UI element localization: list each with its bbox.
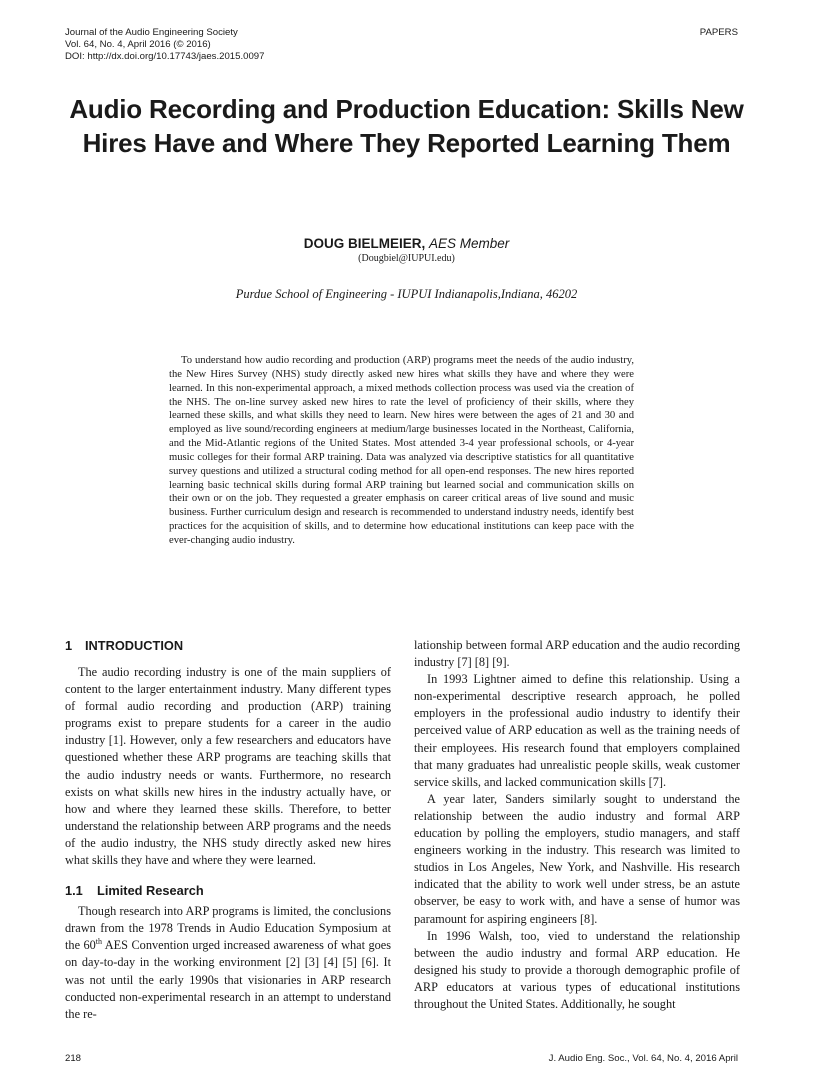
author-line	[0, 236, 813, 251]
doi-link[interactable]: DOI: http://dx.doi.org/10.17743/jaes.2015.0097	[65, 51, 265, 62]
subsection-number: 1.1	[65, 883, 83, 899]
left-column	[65, 637, 391, 1023]
author-affiliation: Purdue School of Engineering - IUPUI Indianapolis,Indiana, 46202	[235, 287, 578, 301]
section-title: INTRODUCTION	[85, 638, 184, 653]
author-name: DOUG BIELMEIER,	[303, 236, 426, 251]
journal-citation-footer: J. Audio Eng. Soc., Vol. 64, No. 4, 2016 April	[548, 1053, 738, 1064]
intro-paragraph-1: The audio recording industry is one of the main suppliers of content to the larger entertainment industry. Many different types of formal audio recording and production (ARP) training programs exist to prepare students for a career in the audio industry [1]. However, only a few researchers and educators have questioned whether these ARP programs are teaching skills that the audio industry needs or wants. Furthermore, no research exists on what skills new hires in the industry actually have, or how and where they learned these skills. Therefore, to better understand the relationship between ARP programs and the needs of the audio industry, the NHS study directly asked new hires what skills they have and where they were learned.	[65, 665, 391, 868]
paper-title: Audio Recording and Production Education: Skills New Hires Have and Where They Reported Learning Them	[69, 94, 744, 158]
section-label: PAPERS	[699, 27, 738, 38]
section-number: 1	[65, 638, 73, 653]
page-number: 218	[65, 1053, 82, 1064]
ordinal-superscript: th	[95, 937, 103, 947]
abstract: To understand how audio recording and production (ARP) programs meet the needs of the audio industry, the New Hires Survey (NHS) study directly asked new hires what skills they have and where they were learned. In this non-experimental approach, a mixed methods collection process was used via the creation of the NHS. The on-line survey asked new hires to rate the level of proficiency of their skills, where they learned these skills, and what skills they need to learn. New hires were between the ages of 21 and 30 and employed as live sound/recording engineers at medium/large businesses located in the Northeast, California, and the Mid-Atlantic regions of the United States. Most attended 3-4 year professional schools, or 4-year music colleges for their formal ARP training. Data was analyzed via descriptive statistics for all quantitative survey questions and utilized a structural coding method for all open-end responses. The new hires reported learning basic technical skills during formal ARP training but learned social and communication skills on their own or on the job. They requested a greater emphasis on career critical areas of live sound and music business. Further curriculum design and research is recommended to understand industry needs, identify best practices for the acquisition of skills, and to determine how educational institutions can keep pace with the ever-changing audio industry.	[169, 355, 634, 546]
running-head	[65, 27, 264, 63]
limited-research-paragraph-1-continued: lationship between formal ARP education and the audio recording industry [7] [8] [9].	[414, 638, 740, 670]
limited-research-paragraph-2: In 1993 Lightner aimed to define this relationship. Using a non-experimental descriptive research approach, he polled employers in the professional audio industry to identify their perceived value of ARP education as well as the training needs of their employees. His research found that employers complained that many graduates had unrealistic people skills, weak customer service skills, and lacked communication skills [7].	[414, 672, 740, 789]
subsection-title: Limited Research	[97, 883, 204, 899]
journal-name: Journal of the Audio Engineering Society	[65, 27, 238, 38]
issue-info: Vol. 64, No. 4, April 2016 (© 2016)	[65, 39, 211, 50]
limited-research-paragraph-4: In 1996 Walsh, too, vied to understand the relationship between the audio industry and formal ARP education. He designed his study to provide a thorough demographic profile of ARP educators at various types of educational institutions throughout the United States. Additionally, he sought	[414, 928, 740, 1011]
paragraph-text: Though research into ARP programs is limited, the conclusions drawn from the 1978 Trends in Audio Education Symposium at the 60	[65, 904, 391, 953]
author-email[interactable]: (Dougbiel@IUPUI.edu)	[358, 253, 455, 264]
author-membership: AES Member	[429, 236, 510, 251]
right-column	[414, 637, 740, 1013]
subsection-heading-limited-research	[65, 882, 391, 899]
section-heading-introduction	[65, 637, 391, 654]
paragraph-text: AES Convention urged increased awareness of what goes on day-to-day in the working environment [2] [3] [4] [5] [6]. It was not until the early 1990s that visionaries in ARP research conducted non-experimental research in an attempt to understand the re-	[65, 938, 391, 1021]
limited-research-paragraph-3: A year later, Sanders similarly sought to understand the relationship between the audio industry and formal ARP education by polling the employers, studio managers, and staff engineers working in the industry. This research was limited to studios in Los Angeles, New York, and Nashville. His research indicated that the ability to work well under stress, be an astute observer, be easy to work with, and have a sense of humor was paramount for aspiring engineers [8].	[414, 791, 740, 926]
limited-research-paragraph-1	[65, 903, 391, 1023]
